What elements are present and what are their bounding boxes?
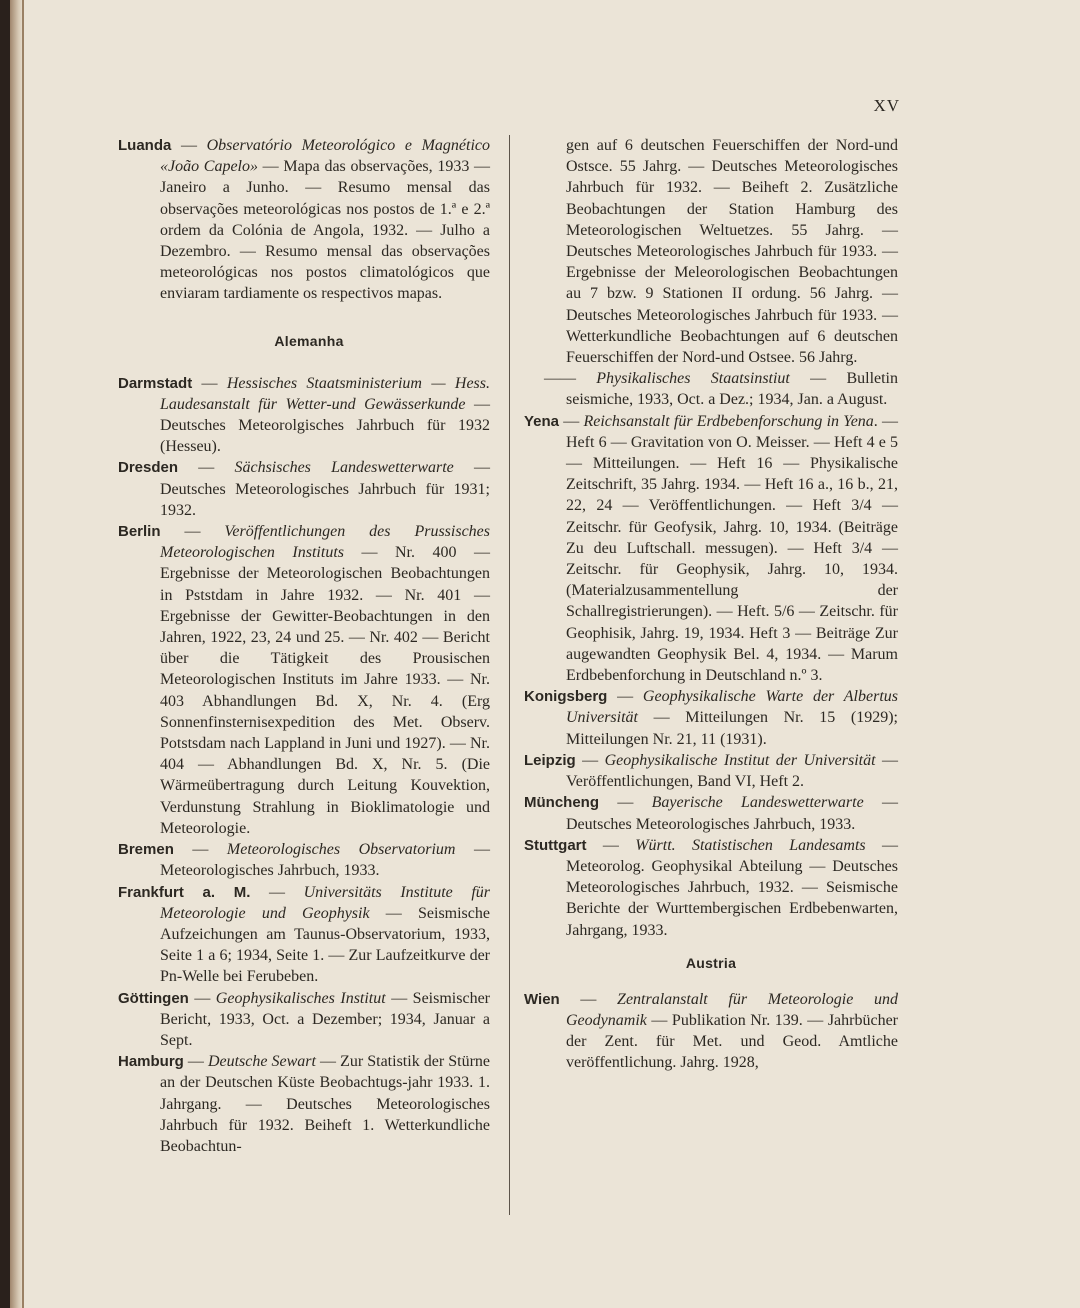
column-divider [509, 135, 510, 1215]
entry-text: — Veröffentlichungen, Band VI, Heft 2. [566, 751, 898, 791]
entry-hamburg-sub [524, 368, 898, 410]
entry-text: — Deutsches Meteorologisches Jahrbuch für 1931; 1932. [160, 459, 490, 519]
entry-dash: —— [544, 370, 576, 388]
entry-place: Wien [524, 990, 560, 1008]
entry-stuttgart: Stuttgart — Württ. Statistischen Landesamts — Meteorolog. Geophysikal Abteilung — Deutsches Meteorologisches Jahrbuch, 1932. — Seismische Berichte der Wurttembergischen Erdbebenwarten, Jahrgang, 1933. [524, 836, 898, 939]
entry-place: Göttingen [118, 989, 189, 1007]
entry-institution: Geophysikalische Warte der Albertus Universität [566, 688, 898, 727]
entry-place: Hamburg [118, 1053, 184, 1071]
entry-leipzig: Leipzig — Geophysikalische Institut der Universität — Veröffentlichungen, Band VI, Heft 2. [524, 751, 898, 791]
entry-institution: Veröffentlichungen des Prussisches Meteorologischen Instituts [160, 523, 490, 562]
entry-institution: Observatório Meteorológico e Magnético «João Capelo» [160, 137, 490, 176]
entry-gottingen: Göttingen — Geophysikalisches Institut — Seismischer Bericht, 1933, Oct. a Dezember; 1934, Januar a Sept. [118, 989, 490, 1049]
entry-place: Müncheng [524, 794, 599, 812]
entry-yena: Yena — Reichsanstalt für Erdbebenforschung in Yena. — Heft 6 — Gravitation von O. Meisser. — Heft 4 e 5 — Mitteilungen. — Heft 16 — Physikalische Zeitschrift, 35 Jahrg. 1934. — Heft 16 a., 16 b., 21, 22, 24 — Veröffentlichungen. — Heft 3/4 — Zeitschr. für Geofysik, Jahrg. 10, 1934. (Beiträge Zu deu Luftschall. messugen). — Heft 3/4 — Zeitschr. für Geophysik, Jahrg. 10, 1934. (Materialzusammentellung der Schallregistrierungen). — Heft. 5/6 — Zeitschr. für Geophisik, Jahrg. 19, 1934. Heft 3 — Beiträge Zur augewandten Geophysik Bel. 4, 1934. — Marum Erdbebenforchung in Deutschland n.º 3. [524, 412, 899, 685]
entry-institution: Württ. Statistischen Landesamts [635, 836, 866, 854]
entry-text: — Seismische Aufzeichungen am Taunus-Observatorium, 1933, Seite 1 a 6; 1934, Seite 1. — Zur Laufzeitkurve der Pn-Welle bei Ferubeben. [160, 904, 490, 986]
entry-text: — Deutsches Meteorologisches Jahrbuch, 1933. [566, 794, 898, 833]
entry-institution: Meteorologisches Observatorium [226, 841, 456, 859]
entry-text: . — Heft 6 — Gravitation von O. Meisser. — Heft 4 e 5 — Mitteilungen. — Heft 16 — Physikalische Zeitschrift, 35 Jahrg. 1934. — Heft 16 a., 16 b., 21, 22, 24 — Veröffentlichungen. — Heft 3/4 — Zeitschr. für Geofysik, Jahrg. 10, 1934. (Beiträge Zu deu Luftschall. messugen). — Heft 3/4 — Zeitschr. für Geophysik, Jahrg. 10, 1934. (Materialzusammentellung der Schallregistrierungen). — Heft. 5/6 — Zeitschr. für Geophisik, Jahrg. 19, 1934. Heft 3 — Beiträge Zur augewandten Geophysik Bel. 4, 1934. — Marum Erdbebenforchung in Deutschland n.º 3. [566, 412, 899, 685]
entry-place: Leipzig [524, 751, 576, 769]
entry-institution: Sächsisches Landeswetterwarte [234, 459, 454, 477]
entry-text: — Zur Statistik der Stürne an der Deutschen Küste Beobachtugs-jahr 1933. 1. Jahrgang. — Deutsches Meteorologisches Jahrbuch für 1932. Beiheft 1. Wetterkundliche Beobachtun- [160, 1053, 490, 1155]
entry-dresden: Dresden — Sächsisches Landeswetterwarte — Deutsches Meteorologisches Jahrbuch für 1931; 1932. [118, 459, 490, 519]
section-heading-alemanha: Alemanha [274, 332, 344, 349]
entry-place: Luanda [118, 137, 172, 154]
entry-konigsberg: Konigsberg — Geophysikalische Warte der Albertus Universität — Mitteilungen Nr. 15 (1929); Mitteilungen Nr. 21, 11 (1931). [524, 688, 898, 748]
entry-text: — Mitteilungen Nr. 15 (1929); Mitteilungen Nr. 21, 11 (1931). [566, 709, 898, 748]
entry-hamburg: Hamburg — Deutsche Sewart — Zur Statistik der Stürne an der Deutschen Küste Beobachtugs-jahr 1933. 1. Jahrgang. — Deutsches Meteorologisches Jahrbuch für 1932. Beiheft 1. Wetterkundliche Beobachtun- [118, 1053, 490, 1155]
entry-institution: Deutsche Sewart [207, 1053, 316, 1071]
binding-edge [0, 0, 10, 1308]
entry-berlin: Berlin — Veröffentlichungen des Prussisches Meteorologischen Instituts — Nr. 400 — Ergebnisse der Meteorologischen Beobachtungen in Pststdam in Jahre 1932. — Nr. 401 — Ergebnisse der Gewitter-Beobachtungen in den Jahren, 1922, 23, 24 und 25. — Nr. 402 — Bericht über die Tätigkeit des Prousischen Meteorologischen Instituts im Jahre 1933. — Nr. 403 Abhandlungen Bd. X, Nr. 4. (Erg Sonnenfinsternisexpedition des Met. Observ. Potstsdam nach Lappland in Juni und 1927). — Nr. 404 — Abhandlungen Bd. X, Nr. 5. (Die Wärmeübertragung durch Leitung Kouvektion, Verdunstung Strahlung in Bioklimatologie und Meteorologie. [118, 523, 490, 837]
entry-institution: Zentralanstalt für Meteorologie und Geodynamik [566, 990, 899, 1029]
left-column [118, 135, 490, 1157]
entry-place: Dresden [118, 459, 179, 477]
entry-text: — Deutsches Meteorolgisches Jahrbuch für 1932 (Hesseu). [160, 395, 490, 456]
entry-institution: Hessisches Staatsministerium — Hess. Laudesanstalt für Wetter-und Gewässerkunde [160, 374, 491, 413]
entry-muncheng: Müncheng — Bayerische Landeswetterwarte — Deutsches Meteorologisches Jahrbuch, 1933. [524, 794, 898, 833]
entry-institution: Bayerische Landeswetterwarte [651, 794, 864, 812]
entry-place: Konigsberg [524, 688, 608, 706]
entry-text: — Meteorolog. Geophysikal Abteilung — Deutsches Meteorologisches Jahrbuch, 1932. — Seismische Berichte der Wurttembergischen Erdbebenwarten, Jahrgang, 1933. [566, 836, 898, 939]
entry-text: — Mapa das observações, 1933 — Janeiro a Junho. — Resumo mensal das observações meteorológicas nos postos de 1.ª e 2.ª ordem da Colónia de Angola, 1932. — Julho a Dezembro. — Resumo mensal das observações meteorológicas nos postos climatológicos que enviaram tardiamente os respectivos mapas. [160, 158, 490, 303]
entry-institution: Geophysikalische Institut der Universität [604, 751, 876, 769]
entry-institution: Reichsanstalt für Erdbebenforschung in Yena [583, 412, 874, 430]
entry-place: Frankfurt a. M. [118, 883, 251, 901]
right-column [524, 135, 898, 1074]
entry-institution: Physikalisches Staatsinstiut [596, 370, 790, 388]
entry-luanda: Luanda — Observatório Meteorológico e Magnético «João Capelo» — Mapa das observações, 1933 — Janeiro a Junho. — Resumo mensal das observações meteorológicas nos postos de 1.ª e 2.ª ordem da Colónia de Angola, 1932. — Julho a Dezembro. — Resumo mensal das observações meteorológicas nos postos climatológicos que enviaram tardiamente os respectivos mapas. [118, 137, 490, 303]
entry-place: Yena [524, 412, 560, 430]
section-heading-austria: Austria [685, 954, 737, 971]
page-fold-line [22, 0, 24, 1308]
entry-wien: Wien — Zentralanstalt für Meteorologie und Geodynamik — Publikation Nr. 139. — Jahrbücher der Zent. für Met. und Geod. Amtliche veröffentlichung. Jahrg. 1928, [524, 990, 899, 1072]
entry-place: Stuttgart [524, 836, 587, 854]
entry-text: — Meteorologisches Jahrbuch, 1933. [160, 841, 490, 880]
entry-institution: Geophysikalisches Institut [215, 989, 386, 1007]
entry-text: — Bulletin seismiche, 1933, Oct. a Dez.; 1934, Jan. a August. [566, 370, 898, 409]
entry-darmstadt: Darmstadt — Hessisches Staatsministerium — Hess. Laudesanstalt für Wetter-und Gewässerkunde — Deutsches Meteorolgisches Jahrbuch für 1932 (Hesseu). [118, 374, 491, 456]
entry-bremen: Bremen — Meteorologisches Observatorium — Meteorologisches Jahrbuch, 1933. [118, 841, 490, 880]
entry-place: Bremen [118, 841, 174, 859]
page-number: XV [873, 96, 900, 115]
entry-text: — Seismischer Bericht, 1933, Oct. a Dezember; 1934, Januar a Sept. [160, 989, 490, 1049]
entry-hamburg-continued: gen auf 6 deutschen Feuerschiffen der Nord-und Ostsce. 55 Jahrg. — Deutsches Meteorologisches Jahrbuch für 1932. — Beiheft 2. Zusätzliche Beobachtungen der Station Hamburg des Meteorologischen Weltuetzes. 55 Jahrg. — Deutsches Meteorologisches Jahrbuch für 1933. — Ergebnisse der Meleorologischen Beobachtungen au 7 bzw. 9 Stationen II ordung. 56 Jahrg. — Deutsches Meteorologisches Jahrbuch für 1933. — Wetterkundliche Beobachtungen auf 6 deutschen Feuerschiffen der Nord-und Ostsee. 56 Jahrg. [566, 137, 898, 367]
entry-place: Berlin [118, 523, 161, 541]
entry-place: Darmstadt [118, 374, 193, 392]
entry-frankfurt: Frankfurt a. M. — Universitäts Institute für Meteorologie und Geophysik — Seismische Aufzeichungen am Taunus-Observatorium, 1933, Seite 1 a 6; 1934, Seite 1. — Zur Laufzeitkurve der Pn-Welle bei Ferubeben. [118, 883, 490, 986]
entry-text: — Nr. 400 — Ergebnisse der Meteorologischen Beobachtungen in Pststdam in Jahre 1932. — Nr. 401 — Ergebnisse der Gewitter-Beobachtungen in den Jahren, 1922, 23, 24 und 25. — Nr. 402 — Bericht über die Tätigkeit des Prousischen Meteorologischen Instituts im Jahre 1933. — Nr. 403 Abhandlungen Bd. X, Nr. 4. (Erg Sonnenfinsternisexpedition des Met. Observ. Potstsdam nach Lappland in Juni und 1927). — Nr. 404 — Abhandlungen Bd. X, Nr. 5. (Die Wärmeübertragung durch Leitung Kouvektion, Verdunstung Strahlung in Bioklimatologie und Meteorologie. [160, 544, 490, 837]
entry-text: — Publikation Nr. 139. — Jahrbücher der Zent. für Met. und Geod. Amtliche veröffentlichung. Jahrg. 1928, [566, 1011, 898, 1072]
entry-institution: Universitäts Institute für Meteorologie und Geophysik [160, 883, 490, 922]
